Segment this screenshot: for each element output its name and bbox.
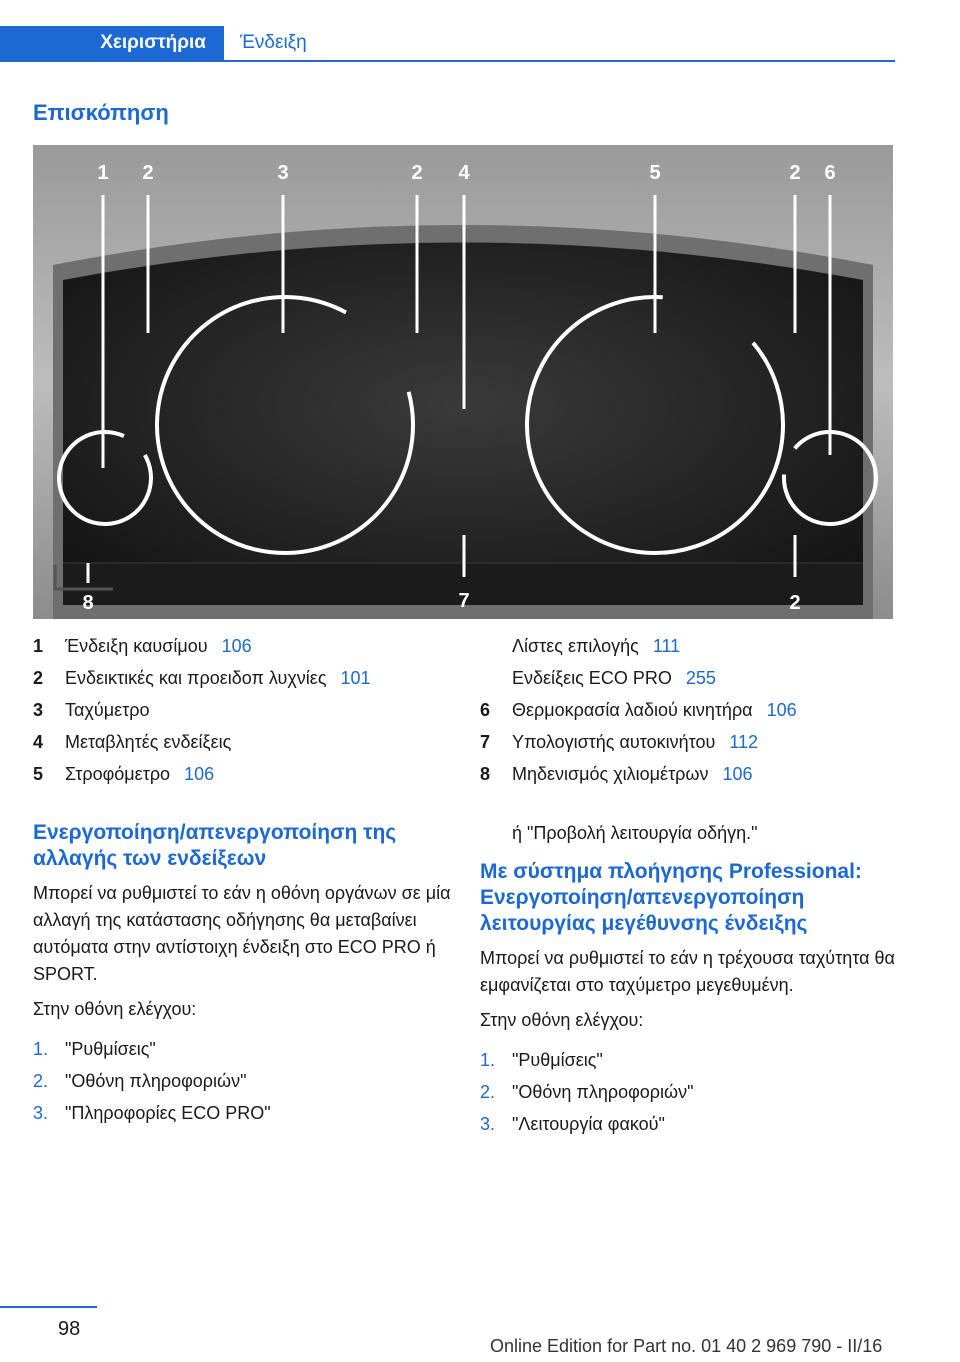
legend-number: 2 xyxy=(33,667,44,688)
legend-item xyxy=(33,630,453,662)
step-number: 2. xyxy=(33,1071,49,1091)
instruction-intro: Στην οθόνη ελέγχου: xyxy=(480,1010,644,1030)
right-column xyxy=(480,630,900,1140)
step-text: "Ρυθμίσεις" xyxy=(512,1050,603,1070)
callout-3: 3 xyxy=(277,162,289,184)
instrument-cluster-figure xyxy=(33,145,893,619)
page-reference[interactable]: 106 xyxy=(221,635,252,656)
legend-text: Ενδεικτικές και προειδοπ λυχνίες xyxy=(65,667,327,688)
legend-item xyxy=(33,726,453,758)
page-number: 98 xyxy=(58,1318,81,1340)
legend-text: Ενδείξεις ECO PRO xyxy=(512,667,672,688)
legend-text: Στροφόμετρο xyxy=(65,763,171,784)
step-number: 1. xyxy=(33,1039,49,1059)
step-list xyxy=(480,1044,900,1140)
instruction-intro: Στην οθόνη ελέγχου: xyxy=(33,999,197,1019)
legend-number: 1 xyxy=(33,635,44,656)
step-list xyxy=(33,1033,453,1129)
legend-number: 6 xyxy=(480,699,491,720)
display-switch-section xyxy=(33,820,453,1129)
legend-item xyxy=(33,694,453,726)
step-item xyxy=(480,1044,900,1076)
step-text: "Οθόνη πληροφοριών" xyxy=(512,1082,694,1102)
page-reference[interactable]: 106 xyxy=(722,763,753,784)
legend-text: Μηδενισμός χιλιομέτρων xyxy=(512,763,709,784)
step-text: "Ρυθμίσεις" xyxy=(65,1039,156,1059)
step-item xyxy=(33,1065,453,1097)
page-reference[interactable]: 106 xyxy=(184,763,215,784)
legend-text: Μεταβλητές ενδείξεις xyxy=(65,731,232,752)
page-reference[interactable]: 255 xyxy=(685,667,716,688)
legend-item xyxy=(480,662,900,694)
callout-5: 5 xyxy=(649,162,661,184)
callout-4: 4 xyxy=(458,162,470,184)
legend-item xyxy=(33,662,453,694)
step-number: 2. xyxy=(480,1082,496,1102)
legend-number: 3 xyxy=(33,699,44,720)
header-divider xyxy=(0,60,895,62)
body-text: Μπορεί να ρυθμιστεί το εάν η οθόνη οργάνων σε μία αλλαγή της κατάστασης οδήγησης θα μεταβαίνει αυτόματα στην αντίστοιχη ένδειξη στο ECO PRO ή SPORT. xyxy=(33,883,451,984)
legend-item xyxy=(33,758,453,790)
tab-controls[interactable]: Χειριστήρια xyxy=(0,26,224,60)
step-number: 3. xyxy=(33,1103,49,1123)
callout-2: 2 xyxy=(411,162,423,184)
legend-right xyxy=(480,630,900,790)
lens-function-section xyxy=(480,820,900,1140)
step-item xyxy=(33,1033,453,1065)
footer-divider xyxy=(0,1306,97,1308)
section-heading: Με σύστημα πλοήγησης Professional: Ενεργοποίηση/απενεργοποίηση λειτουργίας μεγέθυνσης ένδειξης xyxy=(480,860,862,935)
legend-number: 7 xyxy=(480,731,491,752)
legend-text: Λίστες επιλογής xyxy=(512,635,639,656)
legend-item xyxy=(480,726,900,758)
continued-step: ή "Προβολή λειτουργία οδήγη." xyxy=(512,823,758,843)
instrument-cluster-image xyxy=(33,145,893,619)
step-item xyxy=(480,1076,900,1108)
legend-text: Υπολογιστής αυτοκινήτου xyxy=(512,731,716,752)
legend-item xyxy=(480,630,900,662)
left-column xyxy=(33,630,453,1129)
page-reference[interactable]: 106 xyxy=(766,699,797,720)
legend-number: 5 xyxy=(33,763,44,784)
legend-left xyxy=(33,630,453,790)
body-text: Μπορεί να ρυθμιστεί το εάν η τρέχουσα ταχύτητα θα εμφανίζεται στο ταχύμετρο μεγεθυμένη. xyxy=(480,948,895,995)
tab-display[interactable]: Ένδειξη xyxy=(240,32,307,53)
legend-text: Ένδειξη καυσίμου xyxy=(65,635,208,656)
step-item xyxy=(33,1097,453,1129)
section-heading: Ενεργοποίηση/απενεργοποίηση της αλλαγής των ενδείξεων xyxy=(33,821,397,870)
callout-1: 1 xyxy=(97,162,109,184)
callout-2: 2 xyxy=(789,162,801,184)
header-tabbar xyxy=(0,26,895,62)
callout-2: 2 xyxy=(789,592,801,614)
step-text: "Πληροφορίες ECO PRO" xyxy=(65,1103,271,1123)
legend-text: Ταχύμετρο xyxy=(65,699,150,720)
legend-number: 8 xyxy=(480,763,491,784)
page-reference[interactable]: 112 xyxy=(729,731,759,752)
callout-6: 6 xyxy=(824,162,836,184)
step-text: "Λειτουργία φακού" xyxy=(512,1114,665,1134)
callout-8: 8 xyxy=(82,592,94,614)
callout-2: 2 xyxy=(142,162,154,184)
legend-item xyxy=(480,694,900,726)
step-item xyxy=(480,1108,900,1140)
page-reference[interactable]: 111 xyxy=(652,635,681,656)
step-text: "Οθόνη πληροφοριών" xyxy=(65,1071,247,1091)
edition-note: Online Edition for Part no. 01 40 2 969 790 - II/16 xyxy=(490,1336,883,1356)
section-title: Επισκόπηση xyxy=(33,100,169,125)
page-reference[interactable]: 101 xyxy=(340,667,371,688)
step-number: 3. xyxy=(480,1114,496,1134)
legend-item xyxy=(480,758,900,790)
legend-text: Θερμοκρασία λαδιού κινητήρα xyxy=(512,699,753,720)
step-number: 1. xyxy=(480,1050,496,1070)
callout-7: 7 xyxy=(458,590,470,612)
legend-number: 4 xyxy=(33,731,44,752)
